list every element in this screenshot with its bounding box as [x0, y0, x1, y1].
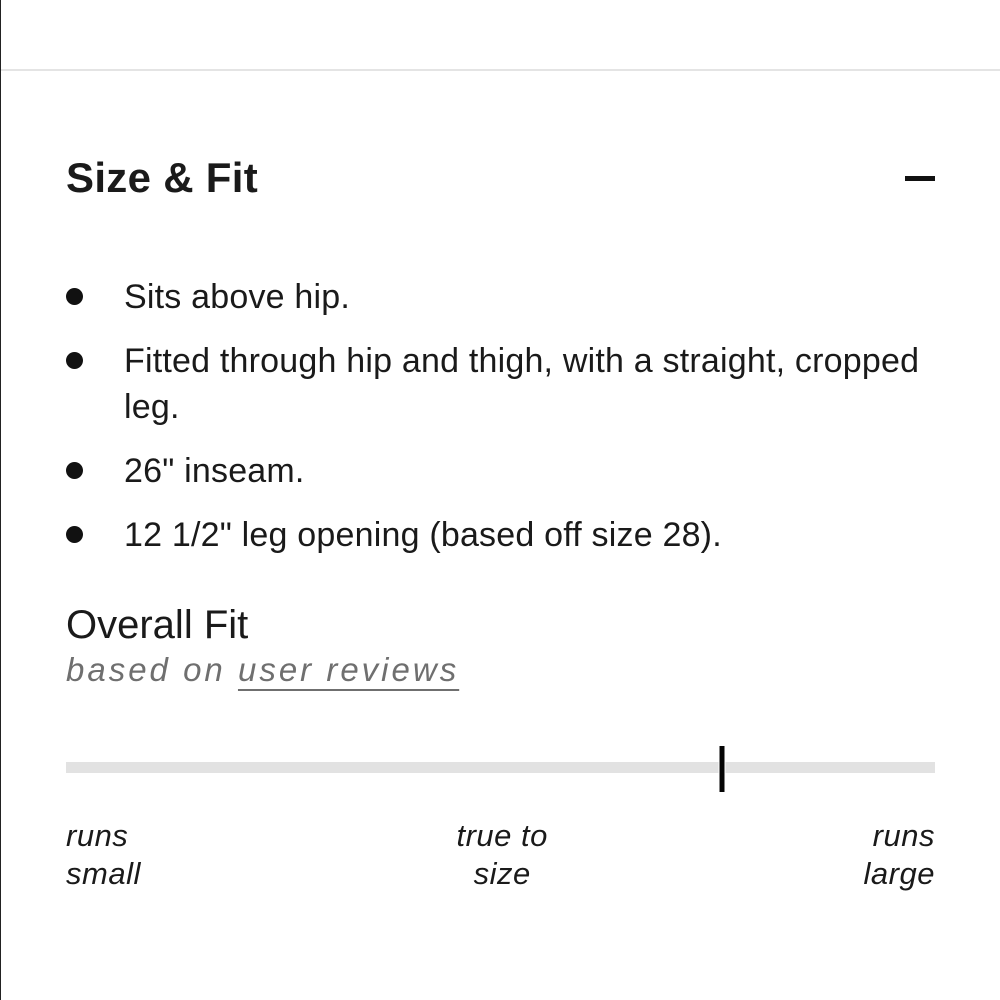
- label-line: runs: [872, 818, 935, 853]
- label-line: small: [66, 856, 141, 891]
- fit-scale-label-runs-small: [66, 817, 141, 893]
- bullet-icon: [66, 352, 83, 369]
- label-line: large: [863, 856, 935, 891]
- section-title: Size & Fit: [66, 154, 259, 201]
- fit-scale-labels: [66, 817, 935, 893]
- fit-scale-label-runs-large: [864, 817, 935, 893]
- bullet-icon: [66, 288, 83, 305]
- list-item-text: Fitted through hip and thigh, with a straight, cropped leg.: [124, 342, 920, 426]
- list-item: [66, 338, 935, 430]
- fit-source-note-prefix: based on: [66, 651, 238, 688]
- size-fit-content: [1, 0, 1000, 893]
- fit-scale: [66, 762, 935, 893]
- fit-details-list: [66, 274, 935, 558]
- fit-scale-track: [66, 762, 935, 773]
- fit-indicator: [719, 745, 726, 793]
- collapse-minus-icon[interactable]: [905, 176, 935, 181]
- label-line: size: [473, 856, 531, 891]
- bullet-icon: [66, 526, 83, 543]
- label-line: runs: [66, 818, 129, 853]
- fit-source-note: [66, 649, 935, 691]
- overall-fit-heading: Overall Fit: [66, 603, 249, 647]
- list-item: [66, 448, 935, 494]
- top-divider: [1, 69, 1000, 71]
- size-fit-accordion-header[interactable]: [66, 156, 935, 200]
- list-item: [66, 274, 935, 320]
- list-item-text: 26" inseam.: [124, 452, 305, 490]
- label-line: true to: [456, 818, 548, 853]
- fit-scale-label-true-to-size: [457, 817, 548, 893]
- list-item: [66, 512, 935, 558]
- bullet-icon: [66, 462, 83, 479]
- list-item-text: Sits above hip.: [124, 278, 351, 316]
- list-item-text: 12 1/2" leg opening (based off size 28).: [124, 516, 722, 554]
- user-reviews-link[interactable]: user reviews: [237, 651, 460, 688]
